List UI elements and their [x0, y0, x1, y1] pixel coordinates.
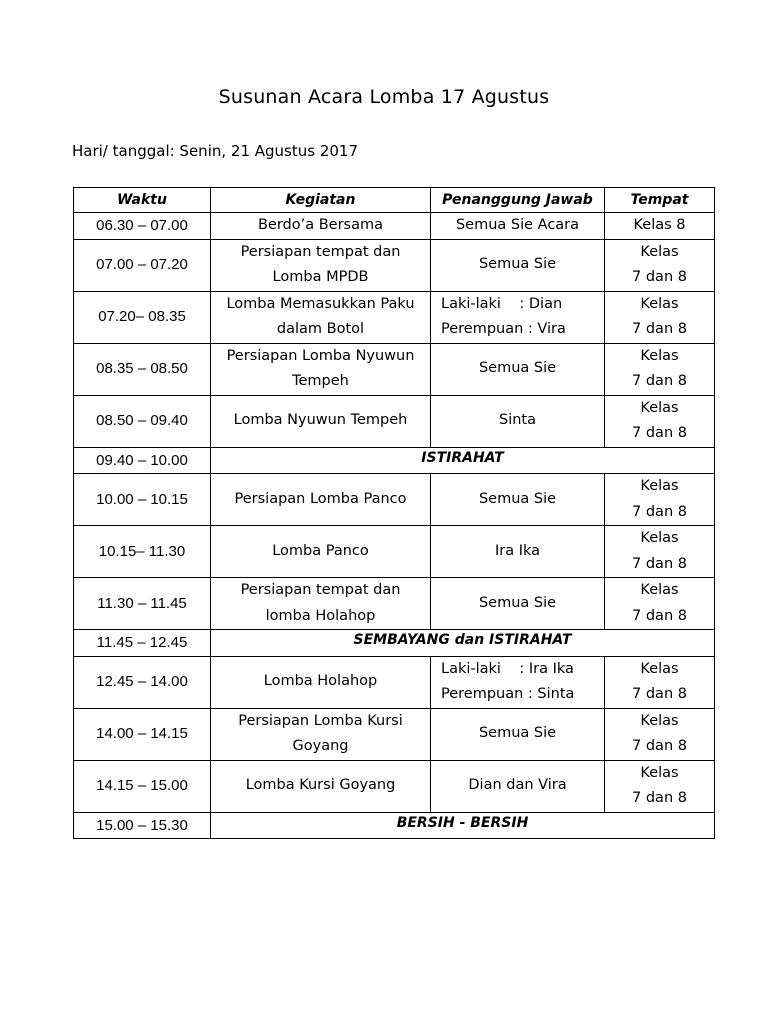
cell-pj-line: Laki-laki : Dian — [441, 295, 563, 312]
cell-tempat-line: 7 dan 8 — [632, 790, 687, 806]
cell-tempat-line: Kelas — [640, 530, 679, 546]
cell-kegiatan — [211, 526, 431, 578]
cell-tempat — [605, 239, 715, 291]
cell-tempat-line: Kelas 8 — [633, 217, 686, 233]
cell-pj — [431, 213, 605, 240]
header-waktu: Waktu — [74, 188, 211, 213]
cell-kegiatan — [211, 395, 431, 447]
cell-tempat-line: 7 dan 8 — [632, 269, 687, 285]
header-kegiatan: Kegiatan — [211, 188, 431, 213]
cell-pj-line: Semua Sie — [478, 490, 557, 507]
cell-tempat-line: 7 dan 8 — [632, 738, 687, 754]
cell-pj-line: Laki-laki : Ira Ika — [441, 660, 574, 677]
cell-kegiatan — [211, 708, 431, 760]
cell-pj-line: Sinta — [499, 412, 536, 429]
cell-waktu: 10.00 – 10.15 — [74, 474, 211, 526]
table-header-row — [74, 188, 715, 213]
table-row-break — [74, 812, 715, 839]
cell-break-label: ISTIRAHAT — [211, 447, 715, 474]
cell-pj — [431, 291, 605, 343]
cell-kegiatan-line: dalam Botol — [276, 321, 365, 337]
cell-kegiatan-line: Persiapan Lomba Nyuwun — [226, 347, 415, 364]
cell-kegiatan-line: Lomba Holahop — [263, 673, 378, 690]
cell-kegiatan-line: Lomba Nyuwun Tempeh — [233, 412, 408, 429]
cell-tempat-line: Kelas — [640, 243, 679, 260]
cell-pj — [431, 760, 605, 812]
cell-pj — [431, 708, 605, 760]
cell-tempat-line: 7 dan 8 — [632, 555, 687, 572]
cell-tempat-line: 7 dan 8 — [632, 425, 687, 441]
header-penanggung-jawab: Penanggung Jawab — [431, 188, 605, 213]
table-row — [74, 343, 715, 395]
cell-pj-line: Semua Sie — [478, 594, 557, 611]
cell-kegiatan — [211, 213, 431, 240]
cell-tempat — [605, 760, 715, 812]
cell-kegiatan-line: Goyang — [292, 738, 349, 754]
cell-kegiatan-line: lomba Holahop — [265, 607, 376, 624]
cell-kegiatan — [211, 760, 431, 812]
cell-tempat — [605, 343, 715, 395]
cell-pj-line: Perempuan : Sinta — [441, 686, 575, 702]
cell-pj-line: Semua Sie — [478, 360, 557, 377]
cell-pj — [431, 239, 605, 291]
table-row — [74, 213, 715, 240]
cell-tempat-line: 7 dan 8 — [632, 607, 687, 624]
cell-tempat-line: 7 dan 8 — [632, 503, 687, 520]
cell-tempat-line: 7 dan 8 — [632, 373, 687, 389]
cell-tempat — [605, 213, 715, 240]
cell-break-label: BERSIH - BERSIH — [211, 812, 715, 839]
cell-kegiatan — [211, 239, 431, 291]
cell-tempat — [605, 656, 715, 708]
cell-tempat-line: Kelas — [640, 712, 679, 729]
cell-tempat-line: Kelas — [640, 764, 679, 781]
cell-pj — [431, 343, 605, 395]
cell-kegiatan-line: Persiapan Lomba Panco — [234, 490, 407, 507]
table-row — [74, 760, 715, 812]
cell-waktu: 06.30 – 07.00 — [74, 213, 211, 240]
cell-waktu: 09.40 – 10.00 — [74, 447, 211, 474]
cell-kegiatan-line: Lomba Panco — [272, 542, 369, 559]
cell-waktu: 14.00 – 14.15 — [74, 708, 211, 760]
cell-tempat — [605, 291, 715, 343]
cell-pj-line: Dian dan Vira — [468, 777, 567, 794]
cell-waktu: 07.00 – 07.20 — [74, 239, 211, 291]
cell-tempat — [605, 395, 715, 447]
cell-tempat-line: Kelas — [640, 347, 679, 364]
cell-waktu: 15.00 – 15.30 — [74, 812, 211, 839]
table-row — [74, 239, 715, 291]
cell-pj-line: Semua Sie — [478, 256, 557, 273]
cell-break-label: SEMBAYANG dan ISTIRAHAT — [211, 630, 715, 657]
cell-kegiatan — [211, 578, 431, 630]
date-line: Hari/ tanggal: Senin, 21 Agustus 2017 — [72, 142, 359, 160]
cell-tempat-line: 7 dan 8 — [632, 686, 687, 702]
table-row — [74, 656, 715, 708]
cell-pj-line: Ira Ika — [494, 542, 541, 559]
cell-tempat-line: Kelas — [640, 660, 679, 677]
table-row — [74, 291, 715, 343]
cell-tempat-line: Kelas — [640, 295, 679, 312]
cell-kegiatan-line: Persiapan Lomba Kursi — [238, 712, 403, 729]
cell-pj — [431, 474, 605, 526]
cell-tempat-line: Kelas — [640, 582, 679, 598]
cell-waktu: 08.50 – 09.40 — [74, 395, 211, 447]
cell-waktu: 10.15– 11.30 — [74, 526, 211, 578]
cell-waktu: 07.20– 08.35 — [74, 291, 211, 343]
cell-tempat — [605, 474, 715, 526]
table-row — [74, 474, 715, 526]
cell-pj — [431, 656, 605, 708]
cell-waktu: 12.45 – 14.00 — [74, 656, 211, 708]
table-row-break — [74, 447, 715, 474]
cell-kegiatan-line: Lomba MPDB — [272, 269, 369, 285]
cell-waktu: 11.45 – 12.45 — [74, 630, 211, 657]
table-row — [74, 395, 715, 447]
table-row — [74, 578, 715, 630]
cell-pj-line: Semua Sie — [478, 725, 557, 742]
cell-kegiatan — [211, 343, 431, 395]
table-row — [74, 708, 715, 760]
cell-kegiatan-line: Persiapan tempat dan — [240, 582, 401, 598]
cell-kegiatan-line: Lomba Memasukkan Paku — [226, 295, 415, 312]
header-tempat: Tempat — [605, 188, 715, 213]
table-row — [74, 526, 715, 578]
cell-pj-line: Semua Sie Acara — [455, 217, 580, 233]
cell-pj-line: Perempuan : Vira — [441, 321, 566, 337]
cell-tempat — [605, 708, 715, 760]
table-row-break — [74, 630, 715, 657]
cell-kegiatan-line: Lomba Kursi Goyang — [245, 777, 396, 794]
cell-kegiatan — [211, 656, 431, 708]
cell-pj — [431, 395, 605, 447]
cell-kegiatan — [211, 474, 431, 526]
cell-waktu: 14.15 – 15.00 — [74, 760, 211, 812]
cell-waktu: 08.35 – 08.50 — [74, 343, 211, 395]
cell-pj — [431, 578, 605, 630]
cell-kegiatan-line: Persiapan tempat dan — [240, 243, 401, 260]
cell-pj — [431, 526, 605, 578]
schedule-table — [73, 187, 715, 839]
document-title: Susunan Acara Lomba 17 Agustus — [218, 86, 550, 108]
cell-kegiatan-line: Tempeh — [292, 373, 349, 389]
cell-tempat-line: Kelas — [640, 478, 679, 494]
cell-kegiatan-line: Berdo’a Bersama — [257, 217, 384, 233]
cell-tempat-line: Kelas — [640, 399, 679, 416]
cell-waktu: 11.30 – 11.45 — [74, 578, 211, 630]
cell-kegiatan — [211, 291, 431, 343]
schedule-body — [74, 213, 715, 839]
cell-tempat-line: 7 dan 8 — [632, 321, 687, 337]
cell-tempat — [605, 526, 715, 578]
cell-tempat — [605, 578, 715, 630]
